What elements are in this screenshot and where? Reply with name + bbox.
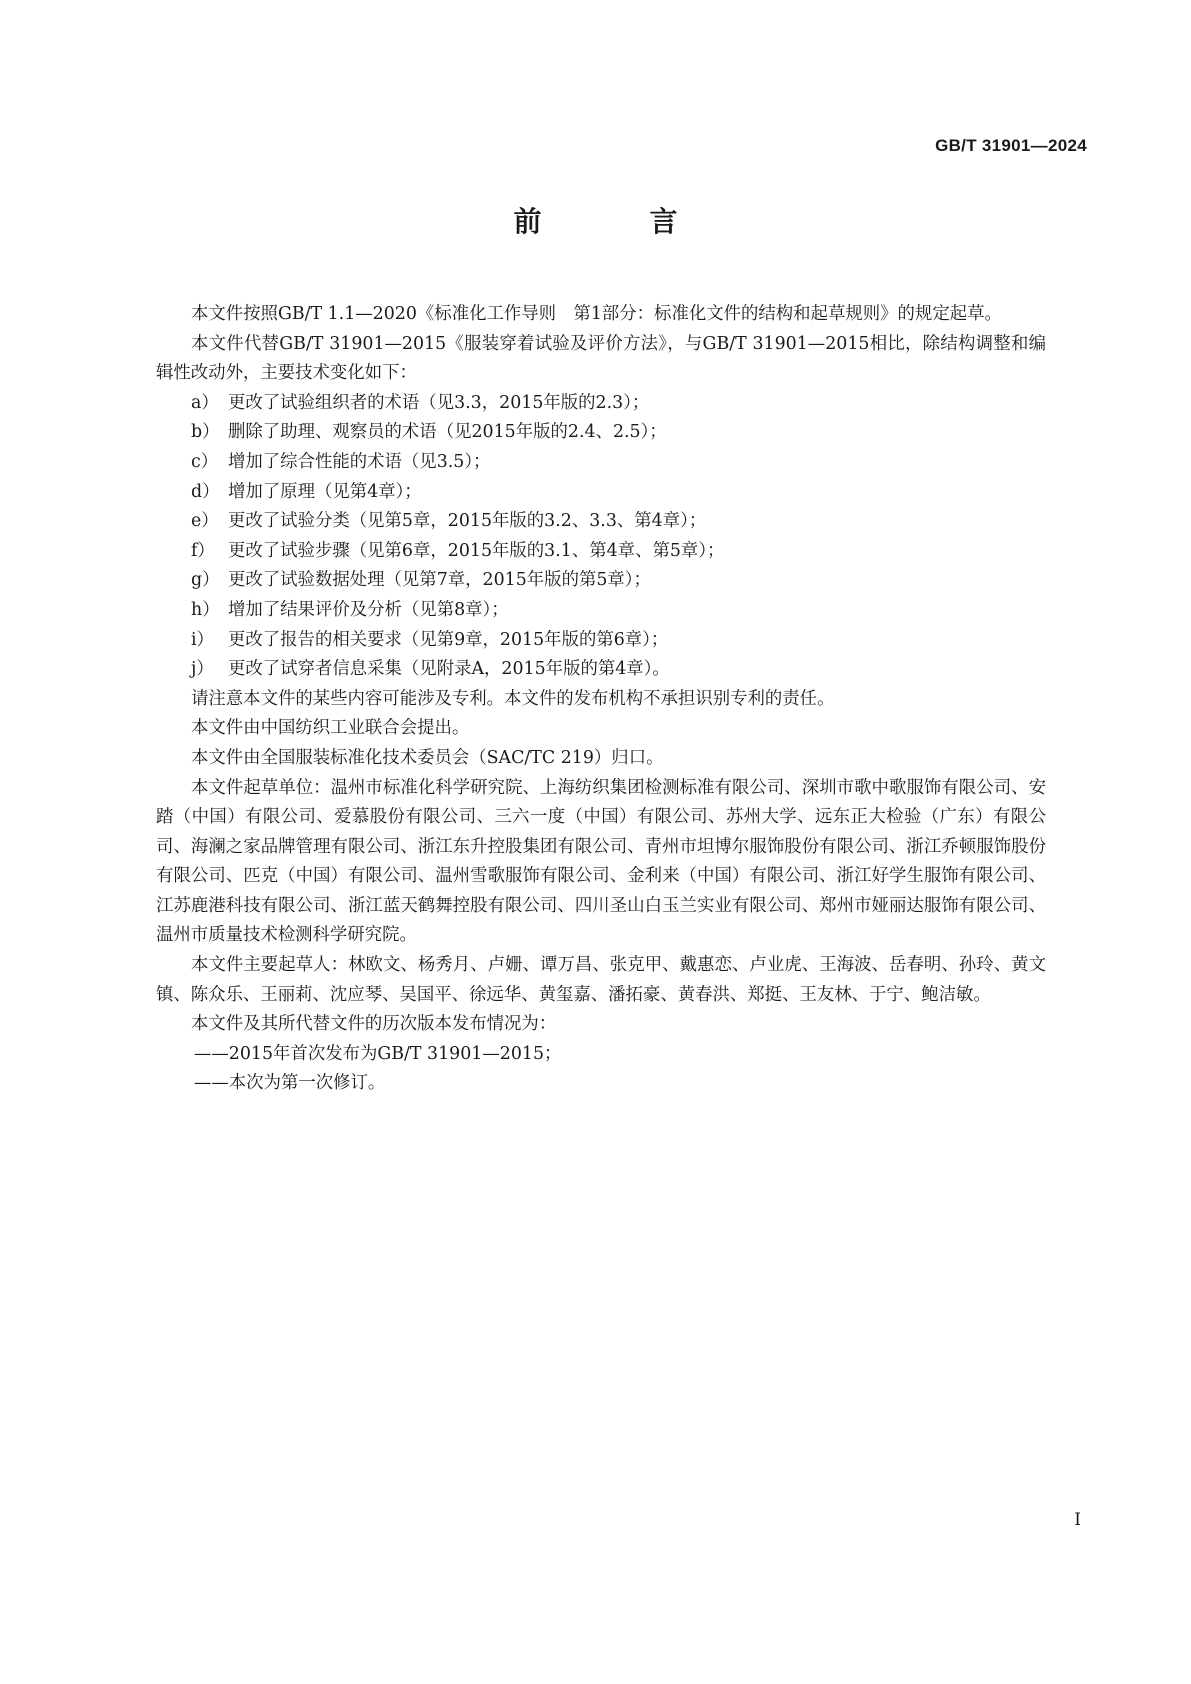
list-item [156, 478, 1046, 508]
page-title: 前 言 [513, 205, 718, 238]
paragraph-replacement: 本文件代替GB/T 31901—2015《服装穿着试验及评价方法》，与GB/T 31901—2015相比，除结构调整和编辑性改动外，主要技术变化如下： [156, 333, 1046, 384]
list-marker: i） [191, 629, 214, 650]
paragraph-patent-notice: 请注意本文件的某些内容可能涉及专利。本文件的发布机构不承担识别专利的责任。 [191, 688, 835, 709]
list-item [156, 596, 1046, 626]
paragraph-drafters: 本文件主要起草人：林欧文、杨秀月、卢姗、谭万昌、张克甲、戴惠恋、卢业虎、王海波、岳春明、孙玲、黄文镇、陈众乐、王丽莉、沈应琴、吴国平、徐远华、黄玺嘉、潘拓豪、黄春洪、郑挺、王友林、于宁、鲍洁敏。 [156, 955, 1046, 1005]
paragraph-committee: 本文件由全国服装标准化技术委员会（SAC/TC 219）归口。 [191, 747, 664, 768]
paragraph-drafting-rules: 本文件按照GB/T 1.1—2020《标准化工作导则 第1部分：标准化文件的结构和起草规则》的规定起草。 [191, 304, 1002, 324]
list-text: 增加了原理（见第4章）； [228, 481, 422, 502]
list-item [156, 655, 1046, 685]
list-marker: a） [191, 392, 219, 413]
changes-list [156, 389, 1046, 685]
list-marker: c） [191, 451, 219, 472]
list-text: 更改了试验组织者的术语（见3.3，2015年版的2.3）； [228, 392, 650, 413]
list-item [156, 626, 1046, 656]
list-text: 更改了试验数据处理（见第7章，2015年版的第5章）； [228, 570, 651, 591]
foreword-body [156, 300, 1046, 1099]
list-text: 更改了报告的相关要求（见第9章，2015年版的第6章）； [228, 629, 669, 650]
list-item [156, 389, 1046, 419]
page-number: I [1074, 1510, 1081, 1530]
list-item [156, 537, 1046, 567]
history-item: ——2015年首次发布为GB/T 31901—2015； [194, 1043, 562, 1064]
list-marker: b） [191, 422, 220, 443]
list-marker: d） [191, 481, 220, 502]
paragraph-version-history: 本文件及其所代替文件的历次版本发布情况为： [191, 1014, 557, 1035]
list-marker: e） [191, 511, 219, 532]
list-text: 增加了结果评价及分析（见第8章）； [228, 599, 509, 620]
list-item [156, 418, 1046, 448]
list-item [156, 566, 1046, 596]
paragraph-drafting-units: 本文件起草单位：温州市标准化科学研究院、上海纺织集团检测标准有限公司、深圳市歌中歌服饰有限公司、安踏（中国）有限公司、爱慕股份有限公司、三六一度（中国）有限公司、苏州大学、远东正大检验（广东）有限公司、海澜之家品牌管理有限公司、浙江东升控股集团有限公司、青州市坦博尔服饰股份有限公司、浙江乔顿服饰股份有限公司、匹克（中国）有限公司、温州雪歌服饰有限公司、金利来（中国）有限公司、浙江好学生服饰有限公司、江苏鹿港科技有限公司、浙江蓝天鹤舞控股有限公司、四川圣山白玉兰实业有限公司、郑州市娅丽达服饰有限公司、温州市质量技术检测科学研究院。 [156, 777, 1046, 946]
list-marker: g） [191, 570, 220, 591]
list-text: 更改了试验分类（见第5章，2015年版的3.2、3.3、第4章）； [228, 511, 707, 532]
list-marker: f） [191, 540, 215, 561]
list-text: 更改了试验步骤（见第6章，2015年版的3.1、第4章、第5章）； [228, 540, 725, 561]
list-item [156, 448, 1046, 478]
list-marker: h） [191, 599, 220, 620]
list-text: 删除了助理、观察员的术语（见2015年版的2.4、2.5）； [228, 422, 667, 443]
list-text: 更改了试穿者信息采集（见附录A，2015年版的第4章）。 [228, 659, 670, 680]
document-code: GB/T 31901—2024 [935, 136, 1087, 155]
history-item: ——本次为第一次修订。 [194, 1073, 386, 1094]
paragraph-proposer: 本文件由中国纺织工业联合会提出。 [191, 718, 470, 739]
list-text: 增加了综合性能的术语（见3.5）； [228, 451, 491, 472]
history-list [156, 1040, 1046, 1099]
list-marker: j） [191, 659, 214, 680]
list-item [156, 507, 1046, 537]
